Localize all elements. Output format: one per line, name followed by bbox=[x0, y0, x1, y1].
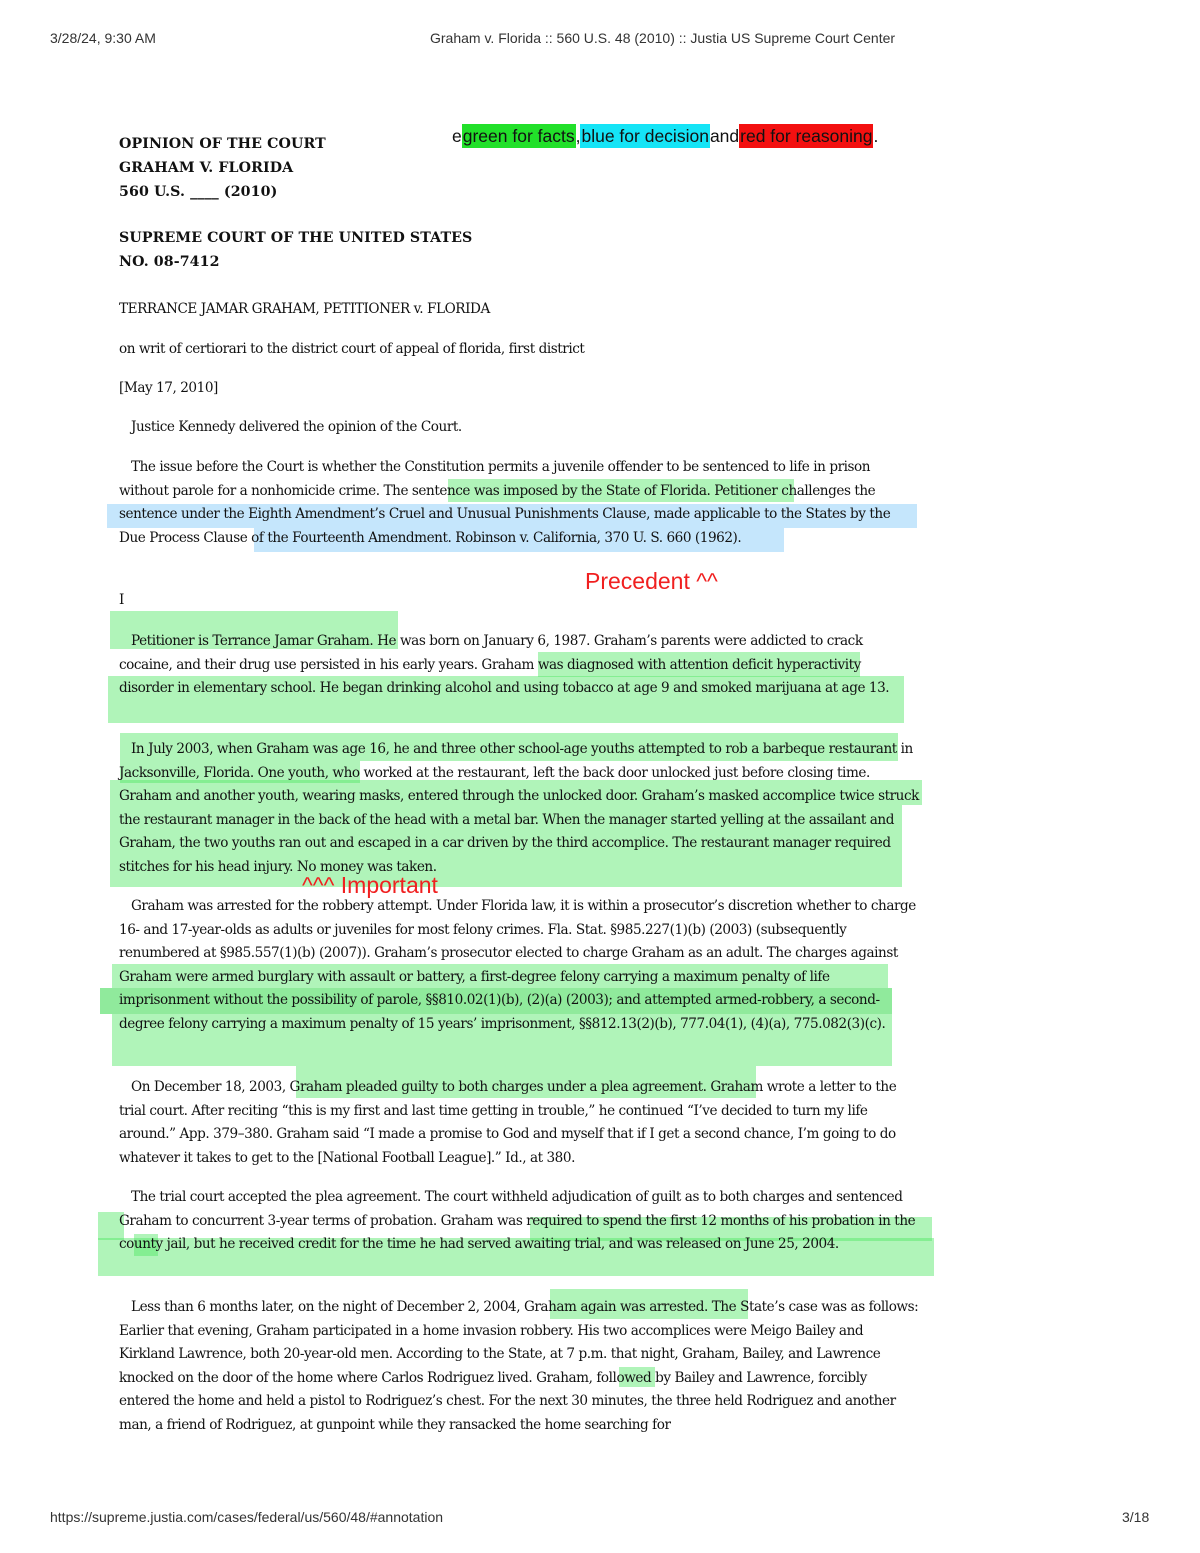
legend-separator: , bbox=[575, 126, 581, 146]
legend-end: . bbox=[873, 126, 879, 146]
opinion-paragraph: Petitioner is Terrance Jamar Graham. He was born on January 6, 1987. Graham’s parents were addicted to crack cocaine, and their drug use persisted in his early years. Graham was diagnosed with attention deficit hyperactivity disorder in elementary school. He began drinking alcohol and using tobacco at age 9 and smoked marijuana at age 13. bbox=[119, 633, 890, 696]
legend-facts: green for facts bbox=[462, 126, 575, 146]
annotation-important: ^^^ Important bbox=[302, 872, 438, 898]
opinion-paragraph: The issue before the Court is whether the Constitution permits a juvenile offender to be sentenced to life in prison without parole for a nonhomicide crime. The sentence was imposed by the State of Florida. Petitioner challenges the sentence under the Eighth Amendment’s Cruel and Unusual Punishments Clause, made applicable to the States by the Due Process Clause of the Fourteenth Amendment. Robinson v. California, 370 U. S. 660 (1962). bbox=[119, 459, 891, 546]
print-page-number: 3/18 bbox=[1122, 1509, 1150, 1525]
case-name: GRAHAM V. FLORIDA bbox=[119, 160, 294, 176]
print-page-title: Graham v. Florida :: 560 U.S. 48 (2010) :: Justia US Supreme Court Center bbox=[430, 30, 896, 46]
legend-reasoning: red for reasoning bbox=[740, 126, 873, 146]
opinion-paragraph: The trial court accepted the plea agreement. The court withheld adjudication of guilt as to both charges and sentenced Graham to concurrent 3-year terms of probation. Graham was required to spend the first 12 months of his probation in the county jail, but he received credit for the time he had served awaiting trial, and was released on June 25, 2004. bbox=[119, 1189, 916, 1252]
legend-prefix: e bbox=[452, 126, 462, 146]
opinion-paragraph: Less than 6 months later, on the night of December 2, 2004, Graham again was arrested. The State’s case was as follows: Earlier that evening, Graham participated in a home invasion robbery. His two accomplices were Meigo Bailey and Kirkland Lawrence, both 20-year-old men. According to the State, at 7 p.m. that night, Graham, Bailey, and Lawrence knocked on the door of the home where Carlos Rodriguez lived. Graham, followed by Bailey and Lawrence, forcibly entered the home and held a pistol to Rodriguez’s chest. For the next 30 minutes, the three held Rodriguez and another man, a friend of Rodriguez, at gunpoint while they ransacked the home searching for bbox=[119, 1299, 919, 1433]
court-name: SUPREME COURT OF THE UNITED STATES bbox=[119, 230, 473, 246]
opinion-paragraph: On December 18, 2003, Graham pleaded guilty to both charges under a plea agreement. Graham wrote a letter to the trial court. After reciting “this is my first and last time getting in trouble,” he continued “I’ve decided to turn my life around.” App. 379–380. Graham said “I made a promise to God and myself that if I get a second chance, I’m going to do whatever it takes to get to the [National Football League].” Id., at 380. bbox=[119, 1079, 897, 1166]
color-legend bbox=[452, 124, 878, 150]
opinion-heading: OPINION OF THE COURT bbox=[119, 136, 326, 152]
case-caption: TERRANCE JAMAR GRAHAM, PETITIONER v. FLORIDA bbox=[119, 301, 490, 317]
legend-decision: blue for decision bbox=[581, 126, 709, 146]
case-citation: 560 U.S. ____ (2010) bbox=[119, 184, 278, 200]
annotation-precedent: Precedent ^^ bbox=[585, 568, 718, 594]
writ-line: on writ of certiorari to the district court of appeal of florida, first district bbox=[119, 341, 585, 357]
section-marker: I bbox=[119, 592, 124, 608]
docket-number: NO. 08-7412 bbox=[119, 254, 220, 270]
delivered-by: Justice Kennedy delivered the opinion of the Court. bbox=[131, 419, 462, 435]
decision-date: [May 17, 2010] bbox=[119, 380, 218, 396]
print-url: https://supreme.justia.com/cases/federal/us/560/48/#annotation bbox=[50, 1509, 444, 1525]
opinion-paragraph: In July 2003, when Graham was age 16, he and three other school-age youths attempted to rob a barbeque restaurant in Jacksonville, Florida. One youth, who worked at the restaurant, left the back door unlocked just before closing time. Graham and another youth, wearing masks, entered through the unlocked door. Graham’s masked accomplice twice struck the restaurant manager in the back of the head with a metal bar. When the manager started yelling at the assailant and Graham, the two youths ran out and escaped in a car driven by the third accomplice. The restaurant manager required stitches for his head injury. No money was taken. bbox=[119, 741, 919, 875]
legend-separator: and bbox=[709, 126, 740, 146]
print-datetime: 3/28/24, 9:30 AM bbox=[50, 30, 156, 46]
opinion-paragraph: Graham was arrested for the robbery attempt. Under Florida law, it is within a prosecutor’s discretion whether to charge 16- and 17-year-olds as adults or juveniles for most felony crimes. Fla. Stat. §985.227(1)(b) (2003) (subsequently renumbered at §985.557(1)(b) (2007)). Graham’s prosecutor elected to charge Graham as an adult. The charges against Graham were armed burglary with assault or battery, a first-degree felony carrying a maximum penalty of life imprisonment without the possibility of parole, §§810.02(1)(b), (2)(a) (2003); and attempted armed-robbery, a second-degree felony carrying a maximum penalty of 15 years’ imprisonment, §§812.13(2)(b), 777.04(1), (4)(a), 775.082(3)(c). bbox=[119, 898, 916, 1032]
